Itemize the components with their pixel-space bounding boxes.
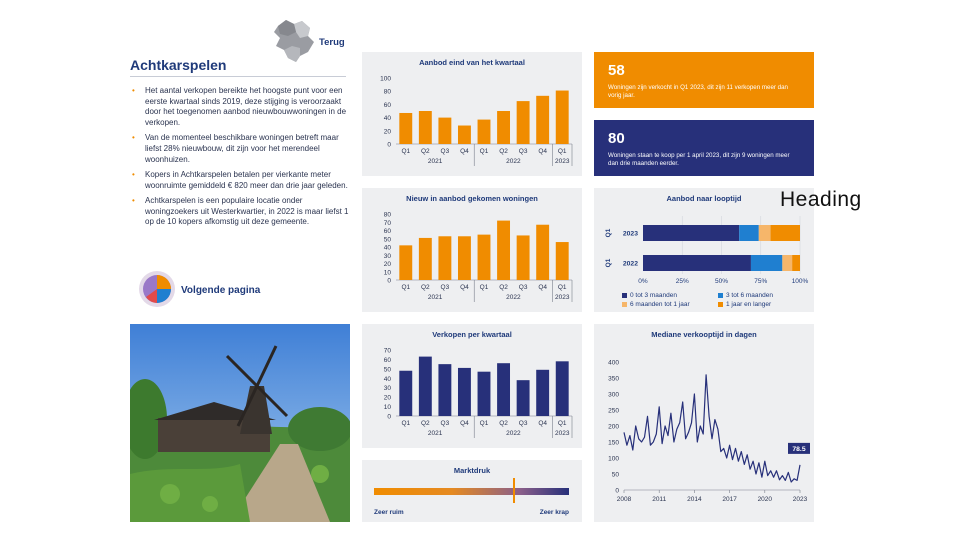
bar xyxy=(536,96,549,144)
y-tick-label: 0 xyxy=(387,277,391,285)
bullet-dot-icon: • xyxy=(132,169,135,179)
bar xyxy=(438,118,451,144)
chart-title: Verkopen per kwartaal xyxy=(432,330,512,339)
y-tick-label: 70 xyxy=(383,347,391,355)
bar xyxy=(399,245,412,280)
y-tick-label: 150 xyxy=(608,439,619,447)
x-tick-label: Q3 xyxy=(440,284,450,291)
group-label: 2022 xyxy=(506,294,521,301)
bar xyxy=(419,238,432,280)
group-label: 2022 xyxy=(506,158,521,165)
y-tick-label: 100 xyxy=(380,75,391,83)
x-tick-label: Q1 xyxy=(479,148,489,155)
x-tick-label: Q3 xyxy=(518,420,528,427)
bullet-dot-icon: • xyxy=(132,195,135,205)
y-tick-label: 20 xyxy=(383,394,391,402)
x-tick-label: Q3 xyxy=(440,420,450,427)
market-gradient-bar xyxy=(374,488,569,495)
x-tick-label: Q2 xyxy=(420,148,430,155)
chart-panel-aanbod xyxy=(362,52,582,176)
x-tick-label: Q4 xyxy=(460,284,469,291)
bar xyxy=(399,113,412,144)
legend-item: 3 tot 6 maanden xyxy=(718,292,773,299)
bar-chart-verkopen xyxy=(362,324,582,448)
stacked-segment xyxy=(792,255,800,271)
bullet-dot-icon: • xyxy=(132,86,135,95)
stacked-segment xyxy=(782,255,792,271)
y-tick-label: 10 xyxy=(383,404,391,412)
group-label: 2022 xyxy=(506,430,521,437)
y-tick-label: 100 xyxy=(608,455,619,463)
bar xyxy=(497,363,510,416)
bar xyxy=(497,111,510,144)
chart-title: Marktdruk xyxy=(453,466,491,475)
y-tick-label: 60 xyxy=(383,356,391,364)
y-tick-label: 300 xyxy=(608,391,619,399)
x-tick-label: Q3 xyxy=(518,284,528,291)
bar xyxy=(517,235,530,280)
y-tick-label: 200 xyxy=(608,423,619,431)
bar xyxy=(419,111,432,144)
x-tick-label: 25% xyxy=(675,278,689,285)
x-tick-label: Q1 xyxy=(557,284,567,291)
x-tick-label: Q4 xyxy=(538,284,548,291)
bar xyxy=(419,357,432,416)
x-tick-label: Q4 xyxy=(460,148,469,155)
x-tick-label: Q1 xyxy=(401,420,411,427)
market-low-label: Zeer ruim xyxy=(374,509,404,516)
group-label: 2021 xyxy=(427,294,443,301)
x-tick-label: Q1 xyxy=(557,148,567,155)
x-tick-label: Q2 xyxy=(499,284,508,291)
market-high-label: Zeer krap xyxy=(539,509,569,516)
bar xyxy=(536,225,549,280)
stacked-segment xyxy=(643,225,739,241)
y-tick-label: 60 xyxy=(383,101,391,109)
bullet-dot-icon: • xyxy=(132,133,135,143)
legend-swatch xyxy=(718,302,723,307)
chart-panel-nieuw xyxy=(362,188,582,312)
page-title: Achtkarspelen xyxy=(130,57,227,73)
x-tick-label: Q2 xyxy=(420,284,430,291)
bullet-item: • Van de momenteel beschikbare woningen betreft maar liefst 28% nieuwbouw, dit zijn voor het merendeel woonhuizen. xyxy=(132,133,339,164)
stat-box-sold xyxy=(594,52,814,108)
y-tick-label: 0 xyxy=(615,487,619,495)
chart-panel-verkooptijd xyxy=(594,324,814,522)
x-tick-label: 100% xyxy=(791,278,809,285)
bar xyxy=(517,101,530,144)
y-tick-label: 60 xyxy=(383,228,391,235)
bar xyxy=(458,126,471,144)
x-tick-label: Q1 xyxy=(479,420,489,427)
row-group-label: Q1 xyxy=(605,228,612,238)
y-tick-label: 70 xyxy=(383,219,391,227)
stat-text: Woningen zijn verkocht in Q1 2023, dit zijn 11 verkopen meer dan vorig jaar. xyxy=(608,84,788,99)
y-tick-label: 80 xyxy=(383,88,391,96)
y-tick-label: 0 xyxy=(387,413,391,421)
bar xyxy=(478,120,491,144)
bar xyxy=(556,242,569,280)
x-tick-label: Q4 xyxy=(460,420,469,427)
title-divider xyxy=(130,76,346,77)
next-page-pie-icon[interactable] xyxy=(138,270,176,308)
legend-item: 1 jaar en langer xyxy=(718,301,771,308)
y-tick-label: 0 xyxy=(387,141,391,149)
x-tick-label: 50% xyxy=(714,278,729,285)
stacked-segment xyxy=(643,255,751,271)
chart-title: Nieuw in aanbod gekomen woningen xyxy=(406,194,538,203)
legend-swatch xyxy=(622,302,627,307)
y-tick-label: 50 xyxy=(383,236,391,244)
x-tick-label: Q2 xyxy=(499,420,508,427)
bar xyxy=(478,372,491,416)
x-tick-label: Q4 xyxy=(538,148,548,155)
x-tick-label: 2008 xyxy=(616,496,632,503)
bar-chart-aanbod xyxy=(362,52,582,176)
summary-bullets xyxy=(130,86,350,232)
group-label: 2023 xyxy=(554,430,570,437)
series-line xyxy=(624,375,800,482)
stacked-segment xyxy=(739,225,759,241)
y-tick-label: 40 xyxy=(383,375,391,383)
x-tick-label: Q4 xyxy=(538,420,548,427)
bar xyxy=(556,91,569,144)
x-tick-label: 2020 xyxy=(757,496,773,503)
x-tick-label: Q3 xyxy=(440,148,450,155)
x-tick-label: Q1 xyxy=(557,420,567,427)
bullet-item: • Achtkarspelen is een populaire locatie onder woningzoekers uit Westerkwartier, in 2022 is maar liefst 1 op de 10 kopers afkomstig uit deze gemeente. xyxy=(132,195,349,227)
bar xyxy=(556,361,569,416)
stat-text: Woningen staan te koop per 1 april 2023, dit zijn 9 woningen meer dan drie maanden eerder. xyxy=(608,152,790,167)
y-tick-label: 20 xyxy=(383,261,391,268)
heading-label: Heading xyxy=(780,188,862,211)
bar xyxy=(399,371,412,416)
market-pressure-panel xyxy=(362,460,582,522)
row-group-label: Q1 xyxy=(605,258,612,268)
y-tick-label: 50 xyxy=(611,471,619,479)
chart-title: Aanbod naar looptijd xyxy=(666,194,742,203)
bullet-item: • Het aantal verkopen bereikte het hoogste punt voor een eerste kwartaal sinds 2019, deze stijging is veroorzaakt door het toegenomen aanbod nieuwbouwwoningen in de verkopen. xyxy=(132,86,347,128)
x-tick-label: Q1 xyxy=(401,284,411,291)
x-tick-label: Q1 xyxy=(401,148,411,155)
windmill-photo xyxy=(130,324,350,522)
bar xyxy=(438,364,451,416)
bar xyxy=(497,221,510,280)
y-tick-label: 350 xyxy=(608,375,619,383)
x-tick-label: Q1 xyxy=(479,284,489,291)
y-tick-label: 20 xyxy=(383,128,391,136)
chart-panel-verkopen xyxy=(362,324,582,448)
line-chart-verkooptijd xyxy=(594,324,814,522)
x-tick-label: 2014 xyxy=(687,496,702,503)
stacked-segment xyxy=(751,255,782,271)
bar xyxy=(438,236,451,280)
next-page-link[interactable]: Volgende pagina xyxy=(181,285,261,296)
legend-swatch xyxy=(718,293,723,298)
bar xyxy=(536,370,549,416)
row-label: 2022 xyxy=(622,260,638,268)
stacked-segment xyxy=(759,225,771,241)
y-tick-label: 400 xyxy=(608,359,619,367)
legend-item: 6 maanden tot 1 jaar xyxy=(622,301,690,308)
last-value-label: 78.5 xyxy=(792,445,806,453)
legend-swatch xyxy=(622,293,627,298)
y-tick-label: 10 xyxy=(383,269,391,277)
y-tick-label: 30 xyxy=(383,252,391,260)
bar xyxy=(517,380,530,416)
market-marker xyxy=(513,478,515,503)
chart-title: Aanbod eind van het kwartaal xyxy=(419,58,525,67)
stat-box-for-sale xyxy=(594,120,814,176)
bullet-item: • Kopers in Achtkarspelen betalen per vierkante meter woonruimte gemiddeld € 820 meer dan drie jaar geleden. xyxy=(132,169,348,190)
stat-number: 80 xyxy=(608,130,625,147)
group-label: 2021 xyxy=(427,430,443,437)
legend-item: 0 tot 3 maanden xyxy=(622,292,677,299)
x-tick-label: 2011 xyxy=(652,496,667,503)
x-tick-label: 0% xyxy=(638,278,648,285)
y-tick-label: 80 xyxy=(383,211,391,219)
row-label: 2023 xyxy=(622,230,638,238)
group-label: 2021 xyxy=(427,158,443,165)
bar xyxy=(458,368,471,416)
y-tick-label: 30 xyxy=(383,385,391,393)
bar xyxy=(478,235,491,280)
stat-number: 58 xyxy=(608,62,625,79)
bar-chart-nieuw xyxy=(362,188,582,312)
y-tick-label: 40 xyxy=(383,244,391,252)
chart-title: Mediane verkooptijd in dagen xyxy=(651,330,757,339)
group-label: 2023 xyxy=(554,158,570,165)
y-tick-label: 40 xyxy=(383,115,391,123)
x-tick-label: 2023 xyxy=(792,496,808,503)
x-tick-label: Q2 xyxy=(499,148,508,155)
back-link[interactable]: Terug xyxy=(319,37,345,48)
y-tick-label: 50 xyxy=(383,366,391,374)
y-tick-label: 250 xyxy=(608,407,619,415)
x-tick-label: Q2 xyxy=(420,420,430,427)
x-tick-label: 75% xyxy=(754,278,768,285)
x-tick-label: 2017 xyxy=(722,496,737,503)
region-map-icon[interactable] xyxy=(272,18,316,64)
x-tick-label: Q3 xyxy=(518,148,528,155)
bar xyxy=(458,236,471,280)
stacked-segment xyxy=(771,225,800,241)
group-label: 2023 xyxy=(554,294,570,301)
